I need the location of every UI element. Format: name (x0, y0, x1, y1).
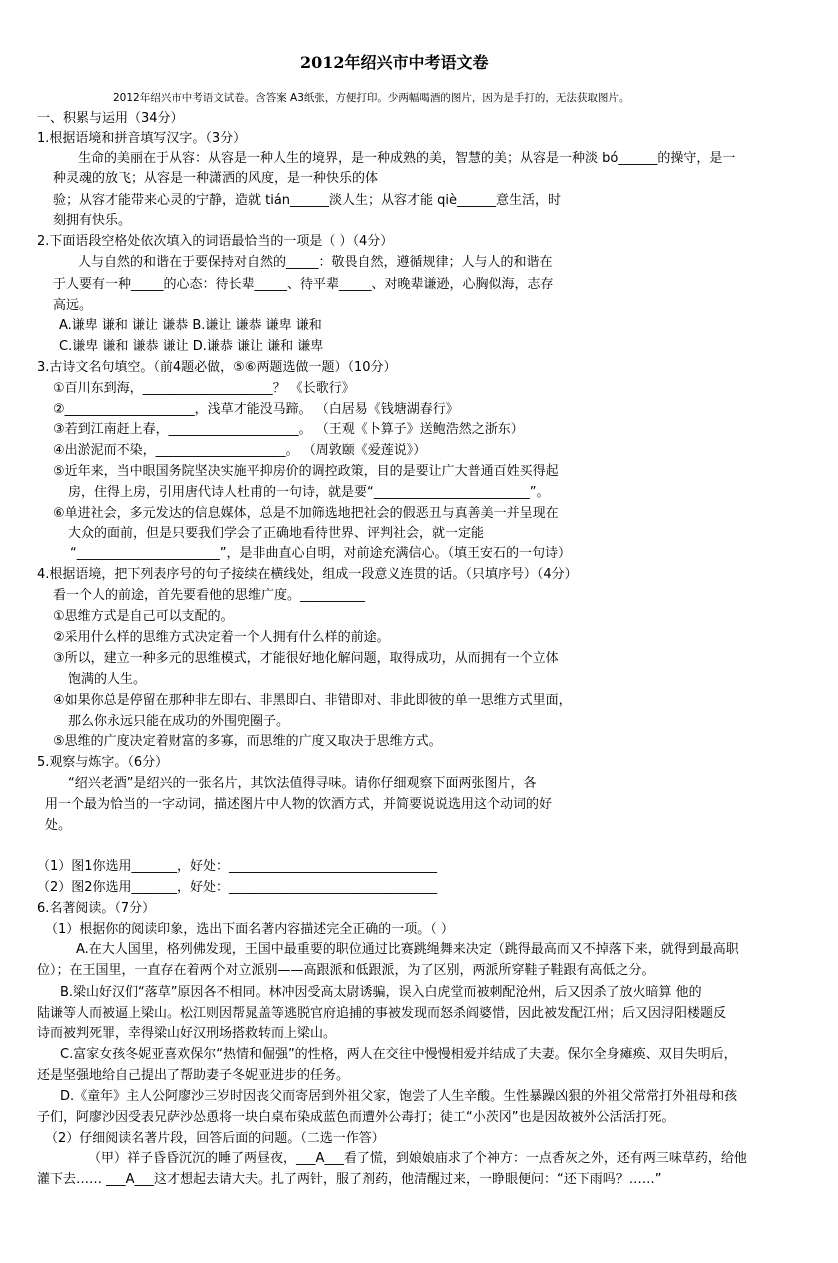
text-line: 于人要有一种_____的心态：待长辈_____、待平辈_____、对晚辈谦逊，心胸似海，志存 (53, 277, 554, 292)
text-line: ①百川东到海，____________________？ 《长歌行》 (53, 381, 355, 396)
question-3: 3.古诗文名句填空。（前4题必做，⑤⑥两题选做一题）（10分） (37, 360, 397, 375)
text-line: （甲）祥子昏昏沉沉的睡了两昼夜，___A___看了慌，到娘娘庙求了个神方：一点香灰之外，还有两三味草药，给他 (88, 1151, 747, 1166)
text-line: “______________________”，是非曲直心自明，对前途充满信心。（填王安石的一句诗） (70, 546, 571, 561)
section-heading: 一、积累与运用（34分） (37, 111, 184, 126)
text-line: （2）图2你选用_______，好处：________________________________ (37, 880, 438, 895)
text-line: ②采用什么样的思维方式决定着一个人拥有什么样的前途。 (53, 630, 390, 645)
text-line: 验；从容才能带来心灵的宁静，造就 tián______淡人生；从容才能 qiè______意生活，时 (53, 193, 562, 208)
options-line: A.谦卑 谦和 谦让 谦恭 B.谦让 谦恭 谦卑 谦和 (59, 318, 322, 333)
text-line: 那么你永远只能在成功的外围兜圈子。 (68, 714, 290, 729)
option-b-cont: 陆谦等人而被逼上梁山。松江则因帮晁盖等逃脱官府追捕的事被发现而怒杀阎婆惜，因此被发配江州；后又因浔阳楼题反 (37, 1006, 727, 1021)
text-line: 高远。 (53, 298, 93, 313)
page-title: 2012年绍兴市中考语文卷 (300, 53, 489, 72)
text-line: ②____________________，浅草才能没马蹄。 （白居易《钱塘湖春行》 (53, 402, 459, 417)
option-b: B.梁山好汉们“落草”原因各不相同。林冲因受高太尉诱骗，误入白虎堂而被刺配沧州，后又因杀了放火暗算 他的 (60, 985, 702, 1000)
text-line: 种灵魂的放飞；从容是一种潇洒的风度，是一种快乐的体 (53, 171, 379, 186)
text-line: “绍兴老酒”是绍兴的一张名片，其饮法值得寻味。请你仔细观察下面两张图片，各 (68, 776, 537, 791)
option-a-cont: 位）；在王国里，一直存在着两个对立派别——高跟派和低跟派，为了区别，两派所穿鞋子鞋跟有高低之分。 (37, 963, 655, 978)
text-line: ④出淤泥而不染，____________________。 （周敦颐《爱莲说》） (53, 443, 427, 458)
option-d: D.《童年》主人公阿廖沙三岁时因丧父而寄居到外祖父家，饱尝了人生辛酸。生性暴躁凶狠的外祖父常常打外祖母和孩 (60, 1089, 738, 1104)
text-line: 刻拥有快乐。 (53, 213, 132, 228)
text-line: 饱满的人生。 (68, 672, 147, 687)
text-line: ⑥单进社会，多元发达的信息媒体，总是不加筛选地把社会的假恶丑与真善美一并呈现在 (53, 506, 559, 521)
question-4: 4.根据语境，把下列表序号的句子接续在横线处，组成一段意义连贯的话。（只填序号）（4分） (37, 567, 578, 582)
text-line: 灌下去…… ___A___这才想起去请大夫。扎了两针，服了剂药，他清醒过来，一睁眼便问：“还下雨吗？……” (37, 1172, 662, 1187)
text-line: ①思维方式是自己可以支配的。 (53, 609, 234, 624)
text-line: ④如果你总是停留在那种非左即右、非黑即白、非错即对、非此即彼的单一思维方式里面， (53, 693, 572, 708)
text-line: 生命的美丽在于从容：从容是一种人生的境界，是一种成熟的美，智慧的美；从容是一种淡 bó______的操守，是一 (78, 151, 736, 166)
text-line: （1）根据你的阅读印象，选出下面名著内容描述完全正确的一项。（ ） (45, 922, 454, 937)
text-line: （1）图1你选用_______，好处：________________________________ (37, 859, 438, 874)
options-line: C.谦卑 谦和 谦恭 谦让 D.谦恭 谦让 谦和 谦卑 (59, 339, 324, 354)
intro-note: 2012年绍兴市中考语文试卷。含答案 A3纸张，方便打印。少两幅喝酒的图片，因为是手打的，无法获取图片。 (113, 92, 630, 104)
text-line: 看一个人的前途，首先要看他的思维广度。__________ (53, 588, 366, 603)
option-b-cont: 诗而被判死罪，幸得梁山好汉刑场搭救转而上梁山。 (37, 1026, 337, 1041)
text-line: （2）仔细阅读名著片段，回答后面的问题。（二选一作答） (45, 1131, 385, 1146)
text-line: ⑤近年来，当中眼国务院坚决实施平抑房价的调控政策，目的是要让广大普通百姓买得起 (53, 464, 559, 479)
question-1: 1.根据语境和拼音填写汉字。（3分） (37, 131, 247, 146)
option-c-cont: 还是坚强地给自己提出了帮助妻子冬妮亚进步的任务。 (37, 1068, 350, 1083)
text-line: 用一个最为恰当的一字动词，描述图片中人物的饮酒方式，并简要说说选用这个动词的好 (45, 797, 553, 812)
question-2: 2.下面语段空格处依次填入的词语最恰当的一项是（ ）（4分） (37, 234, 394, 249)
option-a: A.在大人国里，格列佛发现，王国中最重要的职位通过比赛跳绳舞来决定（跳得最高而又不掉落下来，就得到最高职 (76, 942, 739, 957)
question-6: 6.名著阅读。（7分） (37, 901, 156, 916)
text-line: 房，住得上房，引用唐代诗人杜甫的一句诗，就是要“________________________”。 (68, 485, 550, 500)
question-5: 5.观察与炼字。（6分） (37, 755, 169, 770)
option-d-cont: 子们，阿廖沙因受表兄萨沙怂恿将一块白桌布染成蓝色而遭外公毒打；徒工“小茨冈”也是因故被外公活活打死。 (37, 1110, 675, 1125)
text-line: ⑤思维的广度决定着财富的多寡，而思维的广度又取决于思维方式。 (53, 734, 442, 749)
text-line: ③所以，建立一种多元的思维模式，才能很好地化解问题，取得成功，从而拥有一个立体 (53, 651, 559, 666)
text-line: 处。 (45, 818, 72, 833)
text-line: 人与自然的和谐在于要保持对自然的_____：敬畏自然，遵循规律；人与人的和谐在 (78, 255, 553, 270)
option-c: C.富家女孩冬妮亚喜欢保尔“热情和倔强”的性格，两人在交往中慢慢相爱并结成了夫妻。保尔全身瘫痪、双目失明后， (60, 1047, 737, 1062)
text-line: 大众的面前，但是只要我们学会了正确地看待世界、评判社会，就一定能 (68, 526, 485, 541)
text-line: ③若到江南赶上春，____________________。 （王观《卜算子》送鲍浩然之浙东） (53, 422, 524, 437)
